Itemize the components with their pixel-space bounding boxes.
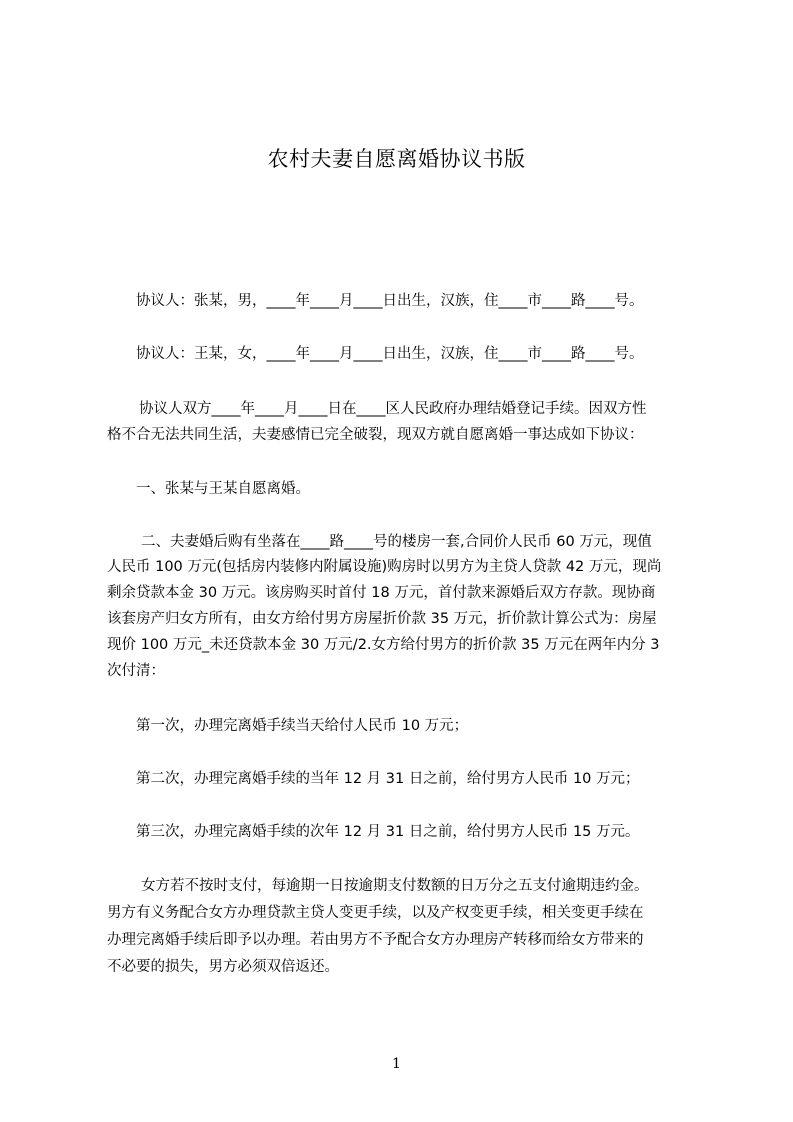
payment-line-1: 第一次，办理完离婚手续当天给付人民币 10 万元； xyxy=(136,718,469,734)
party-line-1: 协议人：张某，男，____年____月____日出生，汉族，住____市____路____号。 xyxy=(136,293,644,309)
paragraph-line: 该套房产归女方所有，由女方给付男方房屋折价款 35 万元，折价款计算公式为：房屋 xyxy=(107,611,657,627)
paragraph-line: 协议人双方____年____月____日在____区人民政府办理结婚登记手续。因双方性 xyxy=(139,401,647,417)
paragraph-line: 男方有义务配合女方办理贷款主贷人变更手续，以及产权变更手续，相关变更手续在 xyxy=(107,905,644,921)
paragraph-line: 办理完离婚手续后即予以办理。若由男方不予配合女方办理房产转移而给女方带来的 xyxy=(107,932,644,948)
paragraph-line: 二、夫妻婚后购有坐落在____路____号的楼房一套,合同价人民币 60 万元，现值 xyxy=(141,534,652,550)
paragraph-line: 人民币 100 万元(包括房内装修内附属设施)购房时以男方为主贷人贷款 42 万元，现尚 xyxy=(107,559,662,575)
paragraph-line: 次付清： xyxy=(107,663,165,679)
clause-heading: 一、张某与王某自愿离婚。 xyxy=(136,481,310,497)
payment-line-3: 第三次，办理完离婚手续的次年 12 月 31 日之前，给付男方人民币 15 万元。 xyxy=(136,824,640,840)
paragraph-line: 现价 100 万元_未还贷款本金 30 万元/2.女方给付男方的折价款 35 万元在两年内分 3 xyxy=(107,637,660,653)
paragraph-line: 女方若不按时支付，每逾期一日按逾期支付数额的日万分之五支付逾期违约金。 xyxy=(141,878,649,894)
document-title: 农村夫妻自愿离婚协议书版 xyxy=(267,147,526,171)
paragraph-line: 不必要的损失，男方必须双倍返还。 xyxy=(107,959,339,975)
party-line-2: 协议人：王某，女，____年____月____日出生，汉族，住____市____路____号。 xyxy=(136,346,644,362)
paragraph-line: 剩余贷款本金 30 万元。该房购买时首付 18 万元，首付款来源婚后双方存款。现协商 xyxy=(107,585,656,601)
payment-line-2: 第二次，办理完离婚手续的当年 12 月 31 日之前，给付男方人民币 10 万元； xyxy=(136,771,640,787)
page-number: 1 xyxy=(392,1056,401,1072)
paragraph-line: 格不合无法共同生活，夫妻感情已完全破裂，现双方就自愿离婚一事达成如下协议： xyxy=(107,427,644,443)
